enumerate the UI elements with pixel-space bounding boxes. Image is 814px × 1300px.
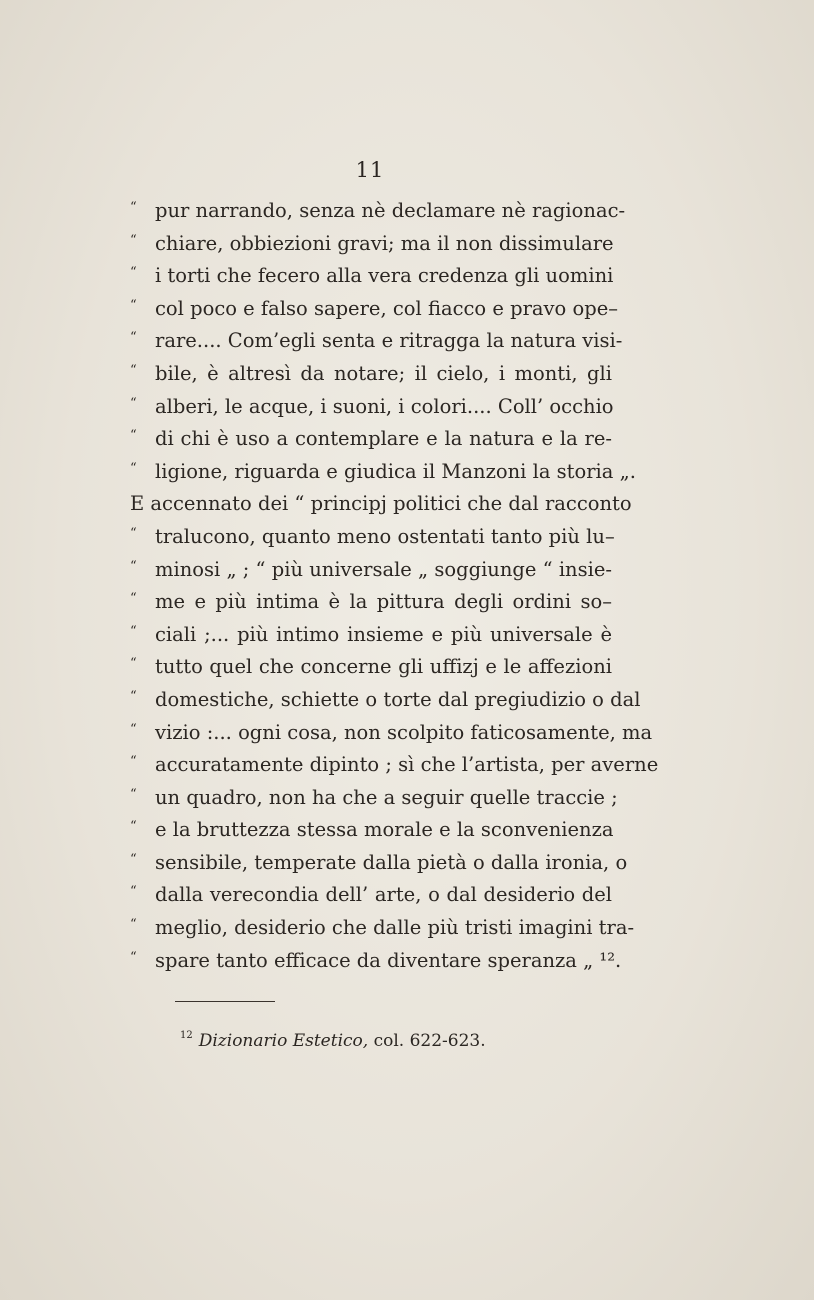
line-text: sensibile, temperate dalla pietà o dalla ironia, o: [155, 850, 628, 874]
quote-mark: “: [130, 884, 137, 900]
text-line: [130, 586, 612, 619]
quote-mark: “: [130, 949, 137, 965]
footnote-rule: [175, 1001, 275, 1002]
text-line: [130, 717, 653, 750]
quote-mark: “: [130, 362, 137, 378]
quote-mark: “: [130, 688, 137, 704]
quote-mark: “: [130, 395, 137, 411]
line-text: col poco e falso sapere, col fiacco e pravo ope–: [155, 296, 619, 320]
footnote: [180, 1030, 486, 1051]
body-text: [130, 195, 659, 977]
line-text: alberi, le acque, i suoni, i colori.... Coll’ occhio: [155, 394, 614, 418]
text-line: [130, 293, 619, 326]
text-line: [130, 325, 623, 358]
text-line: [130, 684, 641, 717]
quote-mark: “: [130, 200, 137, 215]
quote-mark: “: [130, 623, 137, 639]
quote-mark: “: [130, 558, 137, 574]
text-line: [130, 749, 659, 782]
quote-mark: “: [130, 851, 137, 867]
line-text: vizio :... ogni cosa, non scolpito faticosamente, ma: [155, 720, 653, 744]
line-text: domestiche, schiette o torte dal pregiudizio o dal: [155, 687, 641, 711]
line-text: i torti che fecero alla vera credenza gli uomini: [155, 264, 614, 288]
quote-mark: “: [130, 754, 137, 770]
quote-mark: “: [130, 917, 137, 933]
quote-mark: “: [130, 265, 137, 281]
text-line: [130, 391, 612, 424]
quote-mark: “: [130, 428, 137, 444]
text-line: [130, 814, 612, 847]
text-line: [130, 260, 612, 293]
text-line: [130, 879, 612, 912]
quote-mark: “: [130, 525, 137, 541]
text-line: [130, 423, 612, 456]
line-text: meglio, desiderio che dalle più tristi imagini tra-: [155, 916, 635, 940]
text-line: [130, 195, 626, 228]
line-text: tutto quel che concerne gli uffizj e le affezioni: [155, 655, 612, 679]
quote-mark: “: [130, 591, 137, 607]
quote-mark: “: [130, 460, 137, 476]
line-text: me e più intima è la pittura degli ordini so–: [155, 590, 612, 614]
text-line: [130, 945, 622, 978]
footnote-number: 12: [180, 1030, 193, 1041]
line-text: dalla verecondia dell’ arte, o dal desiderio del: [155, 883, 612, 907]
line-text: e la bruttezza stessa morale e la sconvenienza: [155, 818, 614, 842]
line-text: minosi „ ; “ più universale „ soggiunge “ insie-: [155, 557, 612, 581]
text-line: [130, 521, 615, 554]
footnote-title: Dizionario Estetico,: [198, 1031, 369, 1051]
quote-mark: “: [130, 297, 137, 313]
text-line: [130, 228, 612, 261]
quote-mark: “: [130, 232, 137, 248]
line-text: tralucono, quanto meno ostentati tanto più lu–: [155, 524, 615, 548]
line-text: un quadro, non ha che a seguir quelle traccie ;: [155, 785, 618, 809]
footnote-reference: col. 622-623.: [373, 1031, 486, 1051]
quote-mark: “: [130, 330, 137, 346]
line-text: bile, è altresì da notare; il cielo, i monti, gli: [155, 361, 612, 385]
text-line: [130, 782, 618, 815]
text-line: [130, 651, 612, 684]
text-line: [130, 619, 612, 652]
text-line: [130, 358, 612, 391]
line-text: pur narrando, senza nè declamare nè ragionac-: [155, 199, 626, 222]
line-text: E accennato dei “ principj politici che dal racconto: [130, 492, 632, 516]
line-text: spare tanto efficace da diventare speranza „ ¹².: [155, 948, 622, 972]
line-text: accuratamente dipinto ; sì che l’artista, per averne: [155, 753, 659, 777]
quote-mark: “: [130, 656, 137, 672]
text-line: [130, 554, 612, 587]
line-text: rare.... Com’egli senta e ritragga la natura visi-: [155, 329, 623, 353]
line-text: di chi è uso a contemplare e la natura e la re-: [155, 427, 612, 451]
text-line: [130, 456, 636, 489]
text-line: [130, 847, 628, 880]
text-line: [130, 912, 635, 945]
quote-mark: “: [130, 786, 137, 802]
quote-mark: “: [130, 721, 137, 737]
line-text: chiare, obbiezioni gravi; ma il non dissimulare: [155, 231, 614, 255]
page-number: 11: [355, 158, 385, 182]
line-text: ligione, riguarda e giudica il Manzoni la storia „.: [155, 459, 636, 483]
text-line: [130, 488, 632, 521]
quote-mark: “: [130, 819, 137, 835]
line-text: ciali ;... più intimo insieme e più universale è: [155, 622, 612, 646]
